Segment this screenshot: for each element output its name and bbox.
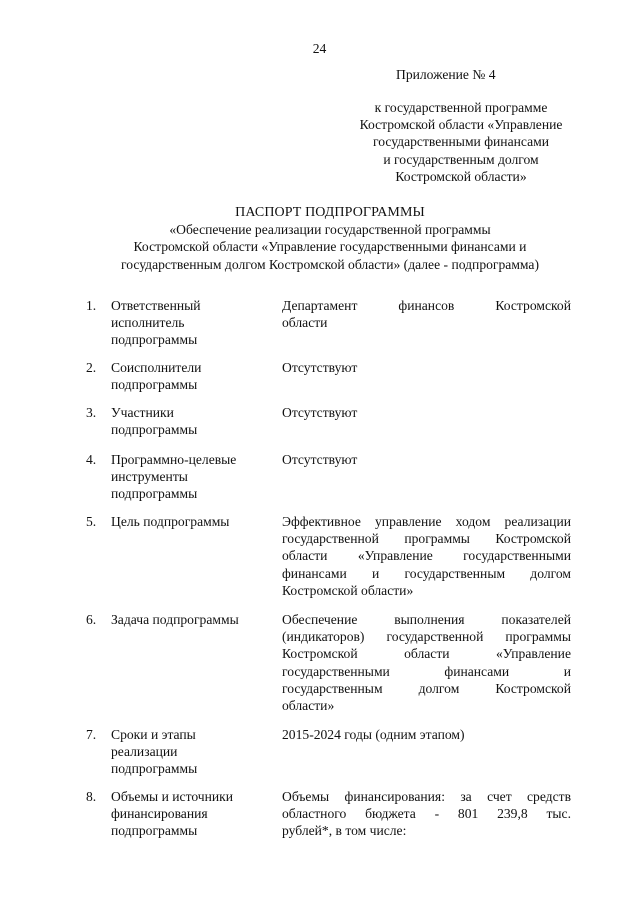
row-number: 1. <box>86 298 97 313</box>
row-label: Участники подпрограммы <box>111 405 198 438</box>
row-value: 2015-2024 годы (одним этапом) <box>282 727 465 742</box>
row-number: 5. <box>86 514 97 529</box>
row-label: Цель подпрограммы <box>111 514 230 529</box>
row-label: Соисполнители подпрограммы <box>111 360 202 393</box>
row-number: 3. <box>86 405 97 420</box>
row-label: Программно-целевые инструменты подпрограммы <box>111 452 237 502</box>
row-value: Отсутствуют <box>282 405 358 420</box>
row-number: 4. <box>86 452 97 467</box>
passport-subtitle-line: государственным долгом Костромской области» (далее - подпрограмма) <box>120 256 539 272</box>
row-label: Сроки и этапы реализации подпрограммы <box>111 727 198 777</box>
appendix-ref-line: к государственной программе <box>374 100 548 115</box>
appendix-reference <box>330 99 592 185</box>
appendix-ref-line: и государственным долгом <box>383 151 539 167</box>
row-number: 6. <box>86 612 97 627</box>
row-label: Задача подпрограммы <box>111 612 239 627</box>
appendix-ref-line: Костромской области» <box>395 168 527 184</box>
row-value: Обеспечение выполнения показателей (индикаторов) государственной программы Костромской области «Управление государственными финансами и государственным долгом Костромской области» <box>282 612 571 714</box>
row-label: Ответственный исполнитель подпрограммы <box>111 298 201 348</box>
page-number: 24 <box>312 41 327 56</box>
row-number: 7. <box>86 727 97 742</box>
appendix-ref-line: государственными финансами <box>373 134 549 150</box>
row-value: Эффективное управление ходом реализации государственной программы Костромской области «Управление государственными финансами и государственным долгом Костромской области» <box>282 514 571 598</box>
row-number: 2. <box>86 360 97 375</box>
appendix-ref-line: Костромской области «Управление <box>359 117 563 133</box>
passport-subtitle-line: Костромской области «Управление государственными финансами и <box>133 239 527 255</box>
row-value: Департамент финансов Костромской области <box>282 298 571 331</box>
appendix-title: Приложение № 4 <box>396 67 496 82</box>
passport-heading <box>70 204 590 273</box>
passport-subtitle-line: «Обеспечение реализации государственной программы <box>169 222 491 238</box>
row-value: Отсутствуют <box>282 360 358 375</box>
row-value: Объемы финансирования: за счет средств областного бюджета - 801 239,8 тыс. рублей*, в том числе: <box>282 789 571 839</box>
row-label: Объемы и источники финансирования подпрограммы <box>111 789 234 839</box>
row-number: 8. <box>86 789 97 804</box>
passport-title: ПАСПОРТ ПОДПРОГРАММЫ <box>235 205 425 220</box>
row-value: Отсутствуют <box>282 452 358 467</box>
